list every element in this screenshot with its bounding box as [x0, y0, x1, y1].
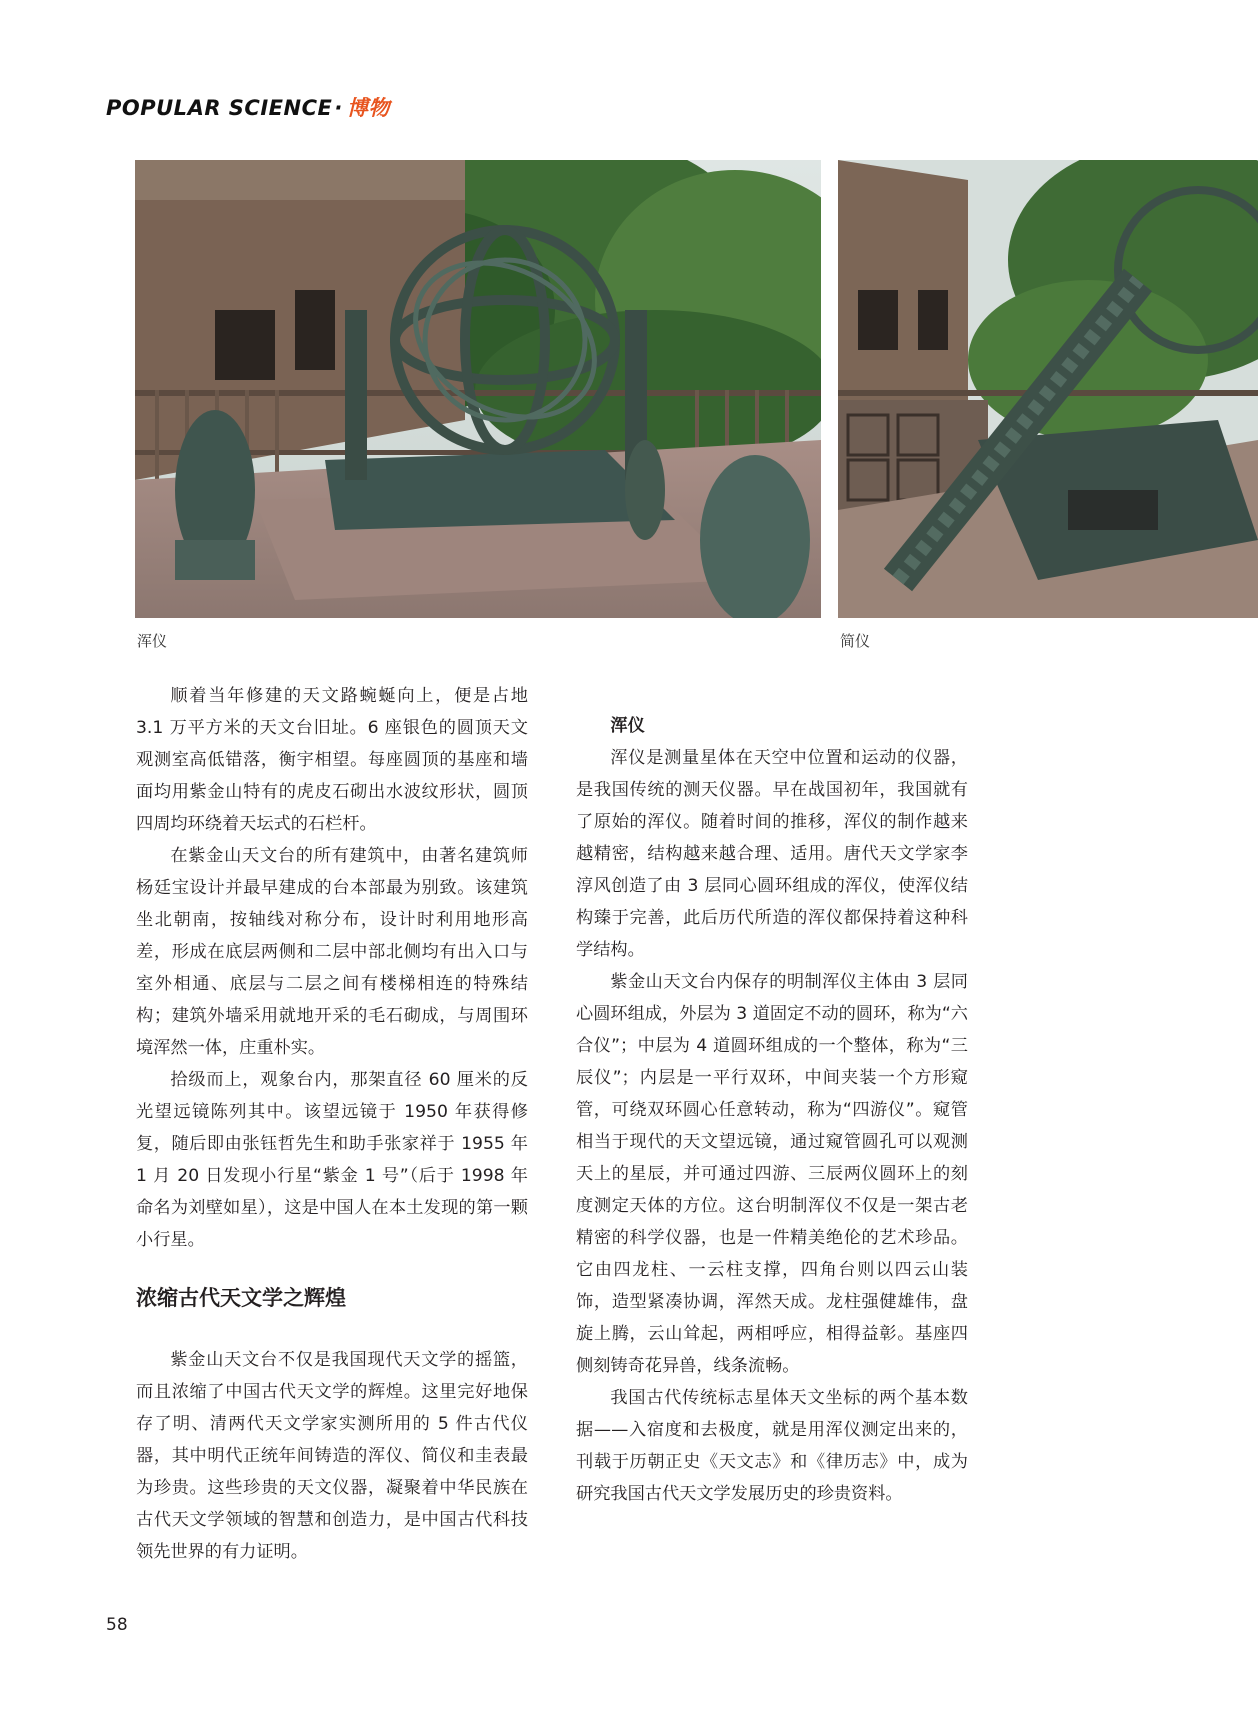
left-text-column: [136, 680, 528, 1568]
right-text-column: [576, 710, 968, 1510]
magazine-header: [106, 92, 390, 122]
subsection-heading: 浑仪: [610, 716, 645, 736]
armillary-sphere-photo: [135, 160, 821, 618]
body-paragraph: 拾级而上，观象台内，那架直径 60 厘米的反光望远镜陈列其中。该望远镜于 1950 年获得修复，随后即由张钰哲先生和助手张家祥于 1955 年 1 月 20 日发现小行星“紫金 1 号”（后于 1998 年命名为刘壁如星），这是中国人在本土发现的第一颗小行星。: [136, 1070, 528, 1250]
body-paragraph: 浑仪是测量星体在天空中位置和运动的仪器，是我国传统的测天仪器。早在战国初年，我国就有了原始的浑仪。随着时间的推移，浑仪的制作越来越精密，结构越来越合理、适用。唐代天文学家李淳风创造了由 3 层同心圆环组成的浑仪，使浑仪结构臻于完善，此后历代所造的浑仪都保持着这种科学结构。: [576, 748, 968, 960]
header-separator: ·: [334, 96, 343, 120]
left-photo-caption: 浑仪: [137, 632, 168, 650]
body-paragraph: 在紫金山天文台的所有建筑中，由著名建筑师杨廷宝设计并最早建成的台本部最为别致。该建筑坐北朝南，按轴线对称分布，设计时利用地形高差，形成在底层两侧和二层中部北侧均有出入口与室外相通、底层与二层之间有楼梯相连的特殊结构；建筑外墙采用就地开采的毛石砌成，与周围环境浑然一体，庄重朴实。: [136, 846, 528, 1058]
page-number: 58: [106, 1615, 128, 1635]
body-paragraph: 紫金山天文台内保存的明制浑仪主体由 3 层同心圆环组成，外层为 3 道固定不动的圆环，称为“六合仪”；中层为 4 道圆环组成的一个整体，称为“三辰仪”；内层是一平行双环，中间夹装一个方形窥管，可绕双环圆心任意转动，称为“四游仪”。窥管相当于现代的天文望远镜，通过窥管圆孔可以观测天上的星辰，并可通过四游、三辰两仪圆环上的刻度测定天体的方位。这台明制浑仪不仅是一架古老精密的科学仪器，也是一件精美绝伦的艺术珍品。它由四龙柱、一云柱支撑，四角台则以四云山装饰，造型紧凑协调，浑然天成。龙柱强健雄伟，盘旋上腾，云山耸起，两相呼应，相得益彰。基座四侧刻铸奇花异兽，线条流畅。: [576, 972, 968, 1376]
section-name: 博物: [346, 96, 390, 120]
body-paragraph: 紫金山天文台不仅是我国现代天文学的摇篮，而且浓缩了中国古代天文学的辉煌。这里完好地保存了明、清两代天文学家实测所用的 5 件古代仪器，其中明代正统年间铸造的浑仪、简仪和圭表最为珍贵。这些珍贵的天文仪器，凝聚着中华民族在古代天文学领域的智慧和创造力，是中国古代科技领先世界的有力证明。: [136, 1350, 528, 1562]
body-paragraph: 顺着当年修建的天文路蜿蜒向上，便是占地 3.1 万平方米的天文台旧址。6 座银色的圆顶天文观测室高低错落，衡宇相望。每座圆顶的基座和墙面均用紫金山特有的虎皮石砌出水波纹形状，圆顶四周均环绕着天坛式的石栏杆。: [136, 686, 528, 834]
body-paragraph: 我国古代传统标志星体天文坐标的两个基本数据——入宿度和去极度，就是用浑仪测定出来的，刊载于历朝正史《天文志》和《律历志》中，成为研究我国古代天文学发展历史的珍贵资料。: [576, 1388, 968, 1504]
section-heading: 浓缩古代天文学之辉煌: [136, 1286, 346, 1310]
right-photo-caption: 简仪: [840, 632, 871, 650]
abridged-armilla-photo: [838, 160, 1258, 618]
brand-name: POPULAR SCIENCE: [106, 96, 333, 120]
